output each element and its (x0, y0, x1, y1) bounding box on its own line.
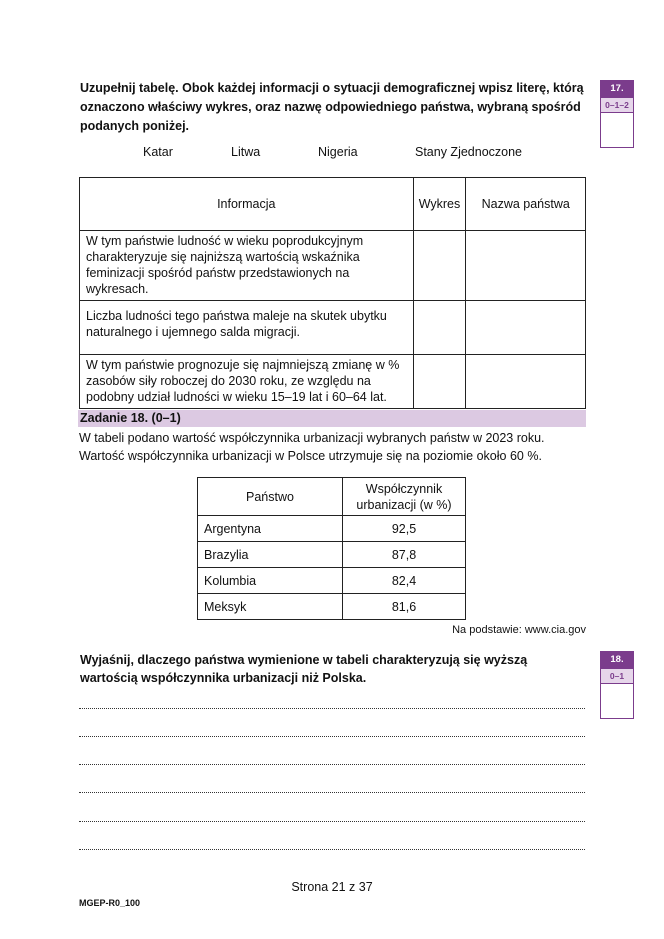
answer-line[interactable] (79, 821, 585, 822)
task18-question: Wyjaśnij, dlaczego państwa wymienione w tabeli charakteryzują się wyższą wartością współczynnika urbanizacji niż Polska. (80, 653, 528, 685)
task18-score-range: 0–1 (601, 668, 633, 684)
header-informacja: Informacja (80, 178, 414, 231)
table-row (198, 594, 466, 620)
answer-panstwo-cell[interactable] (466, 231, 586, 301)
task18-title: Zadanie 18. (0–1) (78, 410, 586, 427)
answer-panstwo-cell[interactable] (466, 301, 586, 355)
option-stany-zjednoczone: Stany Zjednoczone (415, 145, 523, 159)
answer-wykres-cell[interactable] (413, 301, 466, 355)
answer-panstwo-cell[interactable] (466, 355, 586, 409)
info-text: W tym państwie prognozuje się najmniejszą zmianę w % zasobów siły roboczej do 2030 roku, ze względu na podobny udział ludności w wieku 15–19 lat i 60–64 lat. (86, 358, 400, 404)
exam-code: MGEP-R0_100 (79, 898, 141, 908)
header-panstwo: Państwo (198, 478, 343, 516)
urbanization-table (197, 477, 466, 620)
option-litwa: Litwa (231, 145, 261, 159)
table-row (198, 568, 466, 594)
task18-score-number: 18. (601, 652, 633, 668)
value-cell: 92,5 (343, 516, 466, 542)
answer-line[interactable] (79, 708, 585, 709)
info-text: Liczba ludności tego państwa maleje na skutek ubytku naturalnego i ujemnego salda migracji. (86, 309, 387, 339)
answer-line[interactable] (79, 736, 585, 737)
country-cell: Kolumbia (198, 568, 343, 594)
task17-score-field[interactable] (601, 113, 633, 147)
value-cell: 82,4 (343, 568, 466, 594)
option-katar: Katar (143, 145, 173, 159)
task17-table (79, 177, 586, 409)
table-row (198, 516, 466, 542)
task18-score-field[interactable] (601, 684, 633, 718)
answer-line[interactable] (79, 849, 585, 850)
task18-score-box (600, 651, 634, 719)
header-wspolczynnik: Współczynnik urbanizacji (w %) (343, 478, 466, 516)
answer-wykres-cell[interactable] (413, 355, 466, 409)
info-text: W tym państwie ludność w wieku poprodukcyjnym charakteryzuje się najniższą wartością wskaźnika feminizacji spośród państw przedstawionych na wykresach. (86, 234, 364, 296)
country-cell: Meksyk (198, 594, 343, 620)
header-nazwa-panstwa: Nazwa państwa (466, 178, 586, 231)
option-nigeria: Nigeria (318, 145, 358, 159)
page-number: Strona 21 z 37 (291, 880, 373, 894)
source-note: Na podstawie: www.cia.gov (452, 624, 586, 636)
task17-score-number: 17. (601, 81, 633, 97)
value-cell: 81,6 (343, 594, 466, 620)
header-wykres: Wykres (413, 178, 466, 231)
table-row-info (80, 231, 414, 301)
table-row (198, 542, 466, 568)
answer-line[interactable] (79, 792, 585, 793)
table-row-info (80, 355, 414, 409)
country-cell: Argentyna (198, 516, 343, 542)
task17-instruction: Uzupełnij tabelę. Obok każdej informacji o sytuacji demograficznej wpisz literę, którą oznaczono właściwy wykres, oraz nazwę odpowiedniego państwa, wybraną spośród podanych poniżej. (80, 81, 584, 133)
answer-line[interactable] (79, 764, 585, 765)
task18-intro: W tabeli podano wartość współczynnika urbanizacji wybranych państw w 2023 roku. Wartość współczynnika urbanizacji w Polsce utrzymuje się na poziomie około 60 %. (79, 431, 545, 463)
task17-score-range: 0–1–2 (601, 97, 633, 113)
answer-wykres-cell[interactable] (413, 231, 466, 301)
country-cell: Brazylia (198, 542, 343, 568)
task17-score-box (600, 80, 634, 148)
table-row-info (80, 301, 414, 355)
value-cell: 87,8 (343, 542, 466, 568)
